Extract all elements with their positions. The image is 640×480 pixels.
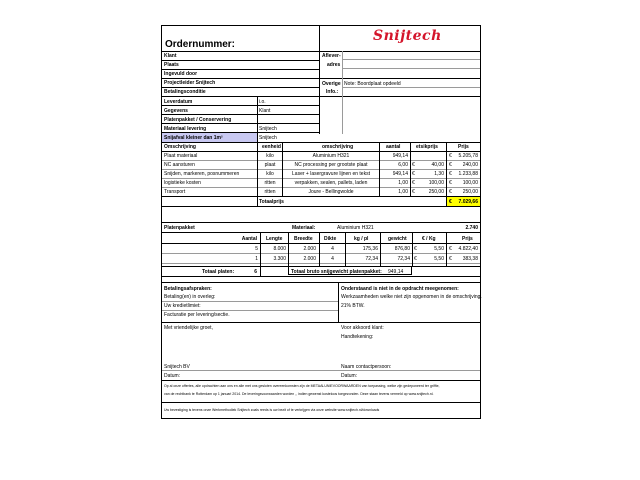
signature-company: Snijtech BV	[164, 364, 190, 370]
field-label-info: Info.:	[326, 89, 339, 95]
cost-row-divider	[162, 187, 480, 188]
cost-row-eur: €	[449, 162, 452, 168]
agreements-left-line-2: Uw kredietlimiet:	[164, 303, 201, 309]
cost-row-aantal: 1,00	[398, 189, 408, 195]
field-label-platenpakket: Platenpakket / Conservering	[164, 117, 232, 123]
plate-row-prijs: 383,38	[462, 256, 478, 262]
plate-header-lengte: Lengte	[266, 236, 283, 242]
cost-row-omschrijving: NC aansturen	[164, 162, 195, 168]
plate-header-breedte: Breedte	[294, 236, 313, 242]
cost-header-eenheid: eenheid	[262, 144, 281, 150]
cost-row-eenheidprijs: 1,30	[434, 171, 444, 177]
cost-row-aantal: 949,14	[392, 171, 408, 177]
cost-row-aantal: 1,00	[398, 180, 408, 186]
plate-row-dikte: 4	[331, 256, 334, 262]
cost-header-prijs: Prijs	[458, 144, 469, 150]
plate-header-prijs: Prijs	[462, 236, 473, 242]
cost-row-eenheid: kilo	[266, 171, 274, 177]
cost-row-eur: €	[449, 180, 452, 186]
cost-row-eur: €	[449, 153, 452, 159]
cost-row-omschrijving2: Laser + lasergravure lijnen en tekst	[292, 171, 370, 177]
agreements-right-line-2: 21% BTW.	[341, 303, 365, 309]
field-label-snijafval: Snijafval kleiner dan 1m²	[164, 135, 223, 141]
signature-for-client: Voor akkoord klant:	[341, 325, 384, 331]
plate-row-gewicht: 876,80	[394, 246, 410, 252]
plate-row-aantal: 5	[255, 246, 258, 252]
plate-header-gewicht: gewicht	[388, 236, 407, 242]
footer-terms-line-3: Uw bevestiging is tevens onze Werkmethodiek Snijtech zoals reeds is uw bezit of te verkrijgen via onze website www.snijtech.nl/downloads	[164, 408, 380, 412]
field-value-gegevens: Klant	[259, 108, 271, 114]
plate-total-value: 6	[254, 269, 257, 275]
signature-datum-left: Datum:	[164, 373, 181, 379]
cost-row-prijs: 5.205,78	[458, 153, 478, 159]
field-label-projectleider: Projectleider Snijtech	[164, 80, 216, 86]
cost-row-eenheid: ritten	[264, 180, 276, 186]
page-title: Ordernummer:	[165, 39, 236, 50]
cost-row-prijs: 250,00	[462, 189, 478, 195]
plate-row-lengte: 8.000	[273, 246, 286, 252]
cost-row-eenheid: plaat	[264, 162, 276, 168]
cost-row-omschrijving: logistieke kosten	[164, 180, 201, 186]
cost-row-eur: €	[412, 189, 415, 195]
cost-row-divider	[162, 178, 480, 179]
cost-row-omschrijving2: Aluminium H321	[312, 153, 350, 159]
cost-row-aantal: 6,00	[398, 162, 408, 168]
plate-row-divider	[162, 263, 480, 264]
plate-row-divider	[162, 253, 480, 254]
field-value-snijafval: Snijtech	[259, 135, 277, 141]
cost-row-omschrijving2: Joure - Bellingwolde	[308, 189, 354, 195]
cost-row-aantal: 949,14	[392, 153, 408, 159]
plate-header-kgpl: kg / pl	[354, 236, 369, 242]
cost-row-omschrijving: Plaat materiaal	[164, 153, 198, 159]
agreements-right-line-1: Werkzaamheden welke niet zijn opgenomen in de omschrijving.	[341, 294, 482, 300]
cost-total-label: Totaalprijs	[259, 199, 284, 205]
cost-row-omschrijving2: NC processing per grootste plaat	[294, 162, 368, 168]
cost-row-prijs: 1.233,88	[458, 171, 478, 177]
plate-materiaal-value: Aluminium H321	[337, 225, 374, 231]
field-label-klant: Klant	[164, 53, 177, 59]
overige-value: Note: Boordplaat opdeeld	[344, 81, 401, 87]
cost-row-divider	[162, 160, 480, 161]
signature-handtekening: Handtekening:	[341, 334, 374, 340]
field-label-plaats: Plaats	[164, 62, 179, 68]
plate-row-gewicht: 72,34	[397, 256, 410, 262]
plate-row-breedte: 2.000	[303, 246, 316, 252]
cost-row-eur: €	[412, 180, 415, 186]
agreements-left-line-3: Facturatie per levering/sectie.	[164, 312, 230, 318]
cost-total-value: 7.029,66	[458, 199, 478, 205]
plate-materiaal-label: Materiaal:	[292, 225, 316, 231]
plate-header-aantal: Aantal	[241, 236, 257, 242]
plate-row-eur: €	[449, 246, 452, 252]
plate-row-eur: €	[414, 256, 417, 262]
plate-row-eurkg: 5,50	[434, 246, 444, 252]
plate-total-label: Totaal platen:	[202, 269, 235, 275]
cost-row-eenheidprijs: 40,00	[431, 162, 444, 168]
field-value-materiaal-levering: Snijtech	[259, 126, 277, 132]
cost-row-eenheidprijs: 250,00	[428, 189, 444, 195]
cost-row-eenheid: kilo	[266, 153, 274, 159]
cost-row-eur: €	[449, 189, 452, 195]
cost-header-omschrijving: Omschrijving	[164, 144, 196, 150]
company-logo: Snijtech	[373, 28, 442, 44]
cost-row-prijs: 240,00	[462, 162, 478, 168]
field-label-overige: Overige	[322, 81, 341, 87]
cost-row-eenheid: ritten	[264, 189, 276, 195]
plate-row-breedte: 2.000	[303, 256, 316, 262]
cost-header-aantal: aantal	[386, 144, 401, 150]
plate-header-eurkg: € / Kg	[422, 236, 436, 242]
cost-row-eenheidprijs: 100,00	[428, 180, 444, 186]
cost-row-omschrijving: Snijden, markeren, posnummeren	[164, 171, 240, 177]
plate-density: 2.740	[465, 225, 478, 231]
footer-terms-line-2: van de rechtbank te Rotterdam op 1 januari 2014. De leveringsvoorwaarden worden ,, indien gewenst kosteloos toegezonden. Deze staan tevens vermeld op www.snijtech.nl.	[164, 392, 434, 396]
cost-header-eenheidprijs: etsikprijs	[416, 144, 438, 150]
plate-row-kgpl: 175,36	[362, 246, 378, 252]
field-label-materiaal-levering: Materiaal levering	[164, 126, 207, 132]
plate-row-kgpl: 72,34	[365, 256, 378, 262]
bruto-total-value: 949,14	[388, 269, 404, 275]
cost-total-eur: €	[449, 199, 452, 205]
field-label-leverdatum: Leverdatum	[164, 99, 193, 105]
plate-section-title: Platenpakket	[164, 225, 195, 231]
cost-row-divider	[162, 169, 480, 170]
signature-greeting: Met vriendelijke groet,	[164, 325, 213, 331]
field-label-ingevuld-door: Ingevuld door	[164, 71, 198, 77]
field-label-betalingsconditie: Betalingsconditie	[164, 89, 206, 95]
cost-row-omschrijving2: verpakken, sealen, pallets, laden	[294, 180, 368, 186]
bruto-total-label: Totaal bruto snijgewicht platenpakket:	[291, 269, 382, 275]
order-form-sheet	[161, 25, 481, 419]
signature-contact: Naam contactpersoon:	[341, 364, 392, 370]
plate-row-prijs: 4.822,40	[458, 246, 478, 252]
cost-row-eur: €	[412, 162, 415, 168]
plate-row-dikte: 4	[331, 246, 334, 252]
signature-datum-right: Datum:	[341, 373, 358, 379]
agreements-left-line-1: Betaling(en) in overleg:	[164, 294, 216, 300]
plate-header-dikte: Dikte	[324, 236, 337, 242]
plate-row-eur: €	[449, 256, 452, 262]
plate-row-eur: €	[414, 246, 417, 252]
cost-row-eur: €	[412, 171, 415, 177]
field-value-leverdatum: i.o.	[259, 99, 266, 105]
footer-terms-line-1: Op al onze offertes, alle opdrachten aan ons en alle met ons gesloten overeenkomsten zijn de METAALUNIEVOORWAARDEN van toepassing, welke zijn gedeponeerd ter griffie,	[164, 384, 440, 388]
agreements-right-title: Onderstaand is niet in de opdracht meegenomen:	[341, 286, 459, 292]
agreements-left-title: Betalingsafspraken:	[164, 286, 212, 292]
cost-header-omschrijving2: omschrijving	[322, 144, 354, 150]
field-label-adres: adres	[327, 62, 341, 68]
cost-row-omschrijving: Transport	[164, 189, 186, 195]
field-label-aflever: Aflever-	[322, 53, 341, 59]
field-label-gegevens: Gegevens	[164, 108, 188, 114]
plate-row-aantal: 1	[255, 256, 258, 262]
plate-row-eurkg: 5,50	[434, 256, 444, 262]
plate-row-lengte: 3.300	[273, 256, 286, 262]
cost-row-prijs: 100,00	[462, 180, 478, 186]
cost-row-eur: €	[449, 171, 452, 177]
